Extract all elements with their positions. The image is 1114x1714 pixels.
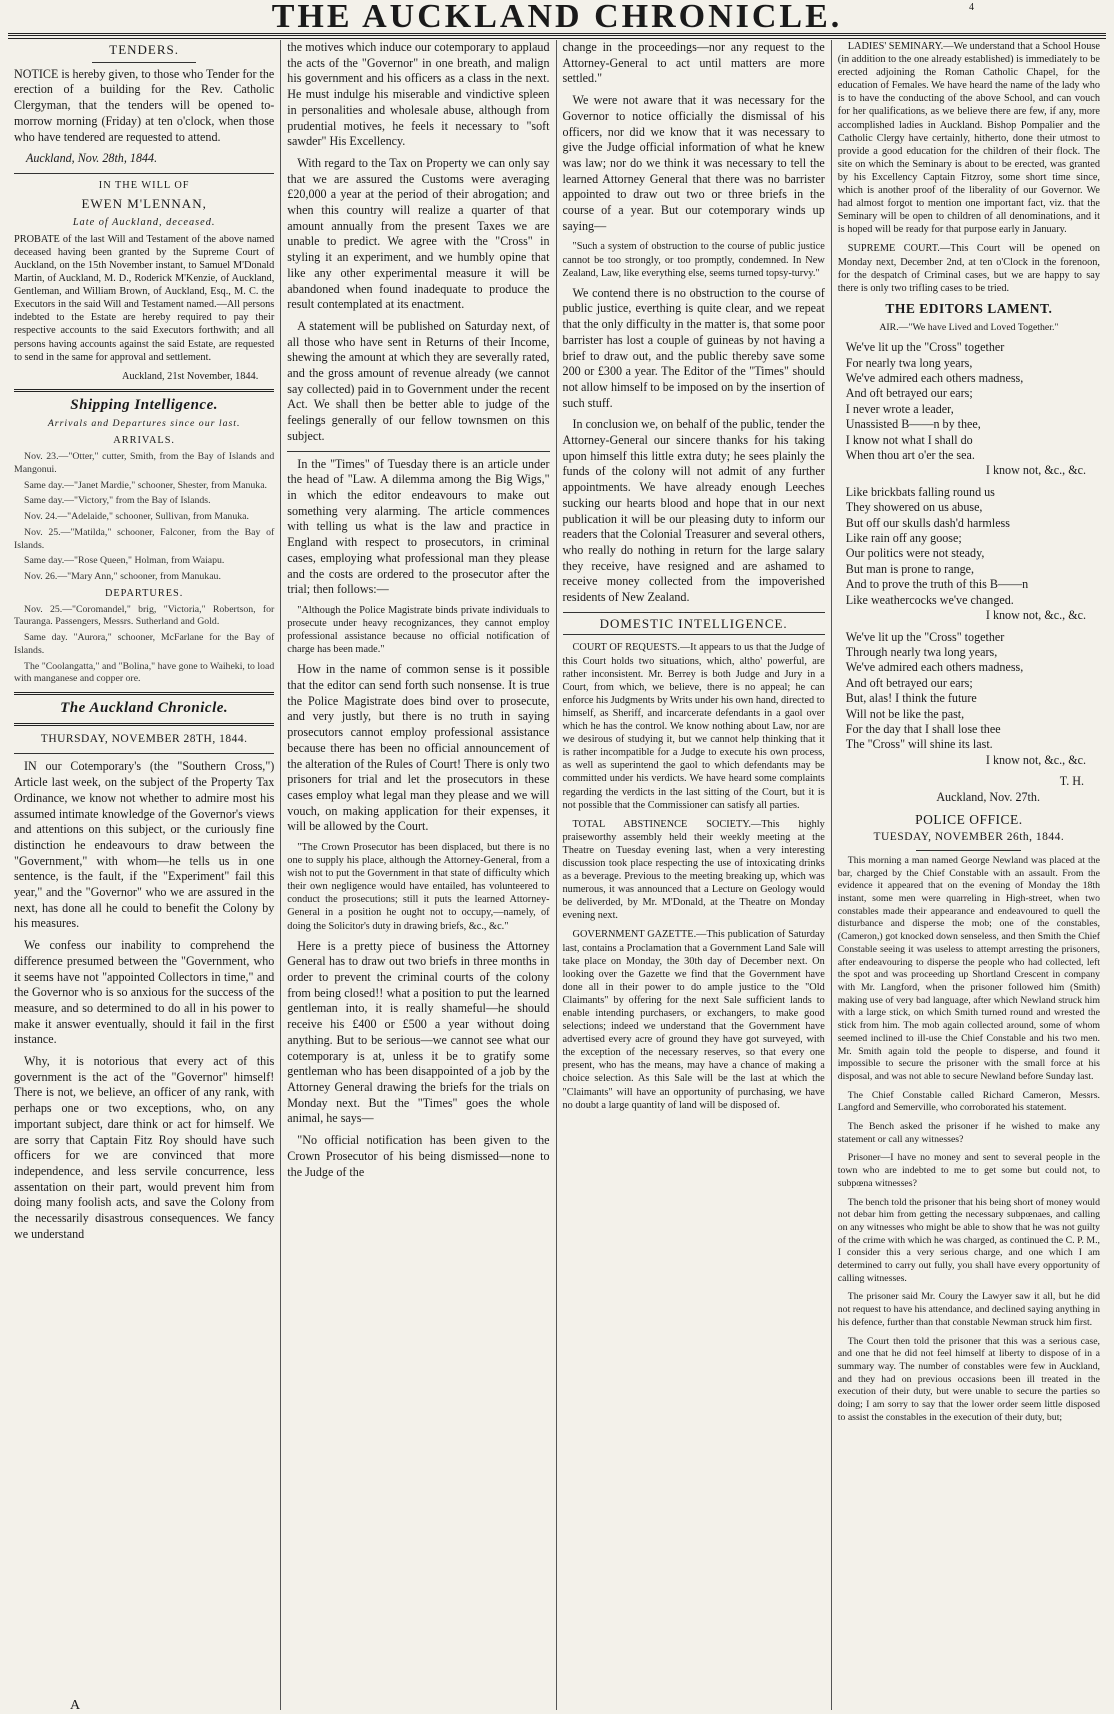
poem-line: Like brickbats falling round us	[845, 484, 995, 499]
poem-line: Unassisted B——n by thee,	[845, 417, 981, 432]
tenders-date: Auckland, Nov. 28th, 1844.	[26, 151, 158, 166]
police-date: TUESDAY, NOVEMBER 26th, 1844.	[873, 831, 1065, 844]
poem-stanza-2	[846, 485, 1100, 624]
list-item: Nov. 25.—"Coromandel," brig, "Victoria," Robertson, for Tauranga. Passengers, Messrs. Sutherland and Gold.	[14, 603, 275, 628]
will-heading-1: IN THE WILL OF	[98, 179, 190, 191]
list-item: Nov. 23.—"Otter," cutter, Smith, from the Bay of Islands and Mangonui.	[14, 451, 275, 476]
poem-line: Through nearly twa long years,	[845, 644, 998, 659]
poem-line: I know not what I shall do	[845, 432, 973, 447]
departures-list	[14, 604, 274, 686]
poem-heading: THE EDITORS LAMENT.	[885, 300, 1053, 316]
double-rule	[14, 723, 274, 726]
article-paragraph: A statement will be published on Saturday next, of all those who have sent in Returns of their Income, shewing the amount at which they are severally rated, and the gross amount of revenue already (we cannot say collected) paid in to Government under the recent Act. We shall then be better able to judge of the feelings generally of our fellow townsmen on this subject.	[287, 318, 550, 443]
article-paragraph: With regard to the Tax on Property we can only say that we are assured the Customs were averaging £20,000 a year at the period of their abrogation; and when this country will realize a quarter of that amount annually from the present Taxes we are unable to predict. We agree with the "Cross" in styling it an experiment, and we humbly opine that like any other experimental measure it will be abandoned when found inadequate to produce the result contemplated at its enactment.	[287, 155, 550, 312]
poem-line: Will not be like the past,	[845, 706, 965, 721]
shipping-subheading: Arrivals and Departures since our last.	[47, 417, 241, 429]
list-item: Same day.—"Janet Mardie," schooner, Shester, from Manuka.	[24, 479, 267, 491]
arrivals-list	[14, 451, 274, 583]
will-heading-2: EWEN M'LENNAN,	[81, 196, 207, 212]
list-item: The "Coolangatta," and "Bolina," have gone to Waiheki, to load with manganese and copper ore.	[14, 660, 275, 685]
list-item: Same day.—"Rose Queen," Holman, from Waiapu.	[24, 555, 225, 567]
editorial-paragraph: Why, it is notorious that every act of this government is the act of the "Governor" himself! There is not, we believe, an officer of any rank, with perhaps one or two exceptions, who, on any important subject, dare think or act for himself. We are sorry that Captain Fitz Roy should have such officers for we are convinced that more independence, and less servile concurrence, less assentation on their part, would prevent him from doing many foolish acts, and save the Colony from the necessarily disastrous consequences. We fancy we understand	[14, 1054, 275, 1241]
list-item: Nov. 26.—"Mary Ann," schooner, from Manukau.	[24, 570, 221, 582]
column-2	[281, 40, 556, 1710]
poem-refrain: I know not, &c., &c.	[985, 608, 1086, 623]
poem-signature: T. H.	[1059, 774, 1084, 789]
quoted-paragraph: "Although the Police Magistrate binds private individuals to prosecute under heavy recognizances, they cannot employ professional assistance because no official notification of charge has been made."	[287, 604, 550, 656]
page-mark: 4	[969, 2, 974, 13]
article-paragraph: We contend there is no obstruction to the course of public justice, everthing is quite clear, and we repeat that the only difficulty in the matter is, that some poor barrister has lost a couple of guineas by not having a brief to draw out, and the public thereby save some 200 or £300 a year. The Editor of the "Times" should not allow himself to be imposed on by the insertion of such stuff.	[562, 285, 825, 410]
poem-line: We've lit up the "Cross" together	[845, 629, 1005, 644]
article-paragraph: "No official notification has been given to the Crown Prosecutor of his being dismissed—none to the Judge of the	[287, 1133, 550, 1179]
rule	[92, 62, 196, 63]
poem-line: Like rain off any goose;	[845, 531, 962, 546]
poem-line: I never wrote a leader,	[845, 401, 954, 416]
rule	[14, 753, 274, 754]
article-paragraph: In conclusion we, on behalf of the public, tender the Attorney-General our sincere thanks for his taking upon himself this little extra duty; he sees plainly the funds of the colony will not admit of any further appointments. We have already enough Leeches sucking our hearts blood and hope that in our next publication it will be our pleasing duty to inform our readers that the Colonial Treasurer and several others, who really do nothing in return for the large salary they receive, have resigned and are ashamed to receive money collected from the impoverished residents of New Zealand.	[562, 417, 825, 605]
domestic-heading: DOMESTIC INTELLIGENCE.	[563, 612, 825, 636]
poem-air: AIR.—"We have Lived and Loved Together."	[879, 322, 1059, 334]
poem-line: For nearly twa long years,	[845, 355, 973, 370]
rule	[916, 850, 1021, 851]
article-paragraph: How in the name of common sense is it possible that the editor can send forth such nonsense. It is true the Police Magistrate does bind over to prosecute, and very justly, but there is no truth in saying prosecutors cannot employ professional assistance because there has been no official announcement of the alteration of the Rules of Court! There is only two prisoners for trial and let the prosecutors in these cases employ what legal man they please and we will vouch, on making application for their expenses, it will be allowed by the Court.	[287, 662, 550, 834]
police-heading: POLICE OFFICE.	[915, 811, 1023, 827]
article-paragraph: Here is a pretty piece of business the Attorney General has to draw out two briefs in three months in order to prevent the criminal courts of the colony from being closed!! what a position to put the learned gentleman into, it is really shameful—he should receive his £400 or £500 a year without doing anything. But to be serious—we cannot see what our cotemporary is at, unless it be to gratify some gentleman who has been disappointed of a job by the Attorney General drawing the briefs for the trials on Monday next. But the "Times" goes the whole animal, he says—	[287, 938, 550, 1126]
poem-line: Like weathercocks we've changed.	[845, 592, 1014, 607]
poem-line: We've lit up the "Cross" together	[845, 340, 1005, 355]
police-paragraph: The Chief Constable called Richard Cameron, Messrs. Langford and Semerville, who corroborated his statement.	[837, 1089, 1100, 1114]
poem-refrain: I know not, &c., &c.	[985, 463, 1086, 478]
poem-line: And oft betrayed our ears;	[845, 675, 973, 690]
list-item: Same day. "Aurora," schooner, McFarlane for the Bay of Islands.	[14, 632, 275, 656]
column-1	[8, 40, 281, 1710]
quoted-paragraph: "The Crown Prosecutor has been displaced, but there is no one to supply his place, although the Attorney-General, from a wish not to put the Government in that state of difficulty which their own negligence would have entailed, has volunteered to conduct the prosecutions; still it puts the learned Attorney-General in a position he ought not to occupy,—namely, of doing the Solicitor's duty in drawing briefs, &c., &c."	[287, 842, 550, 932]
poem-line: But off our skulls dash'd harmless	[845, 515, 1010, 530]
list-item: Nov. 25.—"Matilda," schooner, Falconer, from the Bay of Islands.	[14, 526, 275, 551]
will-notice: PROBATE of the last Will and Testament of the above named deceased having been granted by the Supreme Court of Auckland, on the 15th November instant, to Samuel M'Donald Martin, of Auckland, M. D., Roderick M'Kenzie, of Auckland, Gentleman, and William Brown, of Auckland, Esq., M. C. the Executors in the said Will and Testament named.—All persons indebted to the Estate are hereby required to pay their respective accounts to the said Executors forthwith; and all persons having accounts against the said Estate, are requested to send in the same for approval and settlement.	[14, 233, 275, 363]
double-rule	[14, 389, 274, 392]
arrivals-heading: ARRIVALS.	[113, 435, 176, 447]
poem-stanza-3	[846, 630, 1100, 769]
poem-line: And oft betrayed our ears;	[845, 386, 973, 401]
police-paragraph: This morning a man named George Newland was placed at the bar, charged by the Chief Constable with an assault. From the evidence it appeared that on the evening of Monday the 18th instant, some men were quarreling in High-street, when two constables made their appearance and endeavoured to quell the disturbance and disperse the mob; one of the constables, (Cameron,) got knocked down senseless, and then Smith the Chief Constable seeing it was useless to attempt arresting the prisoners, after endeavouring to disperse the people who had collected, left the spot and was proceeding up Shortland Crescent in company with Mr. Langford, when the prisoner followed him (Smith) making use of very bad language, after which Newland struck him with a large stick, on which Smith turned round and wrested the stick from him. The mob again collected around, some of whom seemed inclined to ill-use the Chief Constable and his two men. Mr. Smith again told the people to disperse, and found it impossible to secure the prisoner with the small force at his disposal, and was not able to secure Newland before Sunday last.	[837, 854, 1100, 1082]
quoted-paragraph: "Such a system of obstruction to the course of public justice cannot be too strongly, or too promptly, condemned. In New Zealand, Law, like everything else, seems turned topsy-turvy."	[562, 241, 825, 279]
poem-line: But man is prone to range,	[845, 561, 975, 576]
supreme-court-item: SUPREME COURT.—This Court will be opened on Monday next, December 2nd, at ten o'Clock in the forenoon, for the despatch of Criminal cases, but we are happy to say there is only two trifling cases to be tried.	[837, 243, 1100, 294]
will-date: Auckland, 21st November, 1844.	[122, 370, 259, 382]
columns	[8, 40, 1106, 1710]
poem-line: The "Cross" will shine its last.	[845, 737, 993, 752]
will-heading-3: Late of Auckland, deceased.	[72, 216, 216, 228]
poem-line: We've admired each others madness,	[845, 660, 1024, 675]
police-paragraph: The bench told the prisoner that his being short of money would not debar him from getting the necessary subpœnaes, and calling on any witnesses who might be able to show that he was not guilty of the crime with which he was charged, as continued the C. P. M., I consider this a very serious charge, and one which I am determined to carry out fully, you shall have every opportunity of calling witnesses.	[837, 1196, 1100, 1284]
departures-heading: DEPARTURES.	[104, 587, 184, 599]
tenders-heading: TENDERS.	[109, 42, 180, 57]
poem-line: They showered on us abuse,	[845, 500, 983, 515]
article-paragraph: the motives which induce our cotemporary to applaud the acts of the "Governor" in one breath, and malign his government and his officers as a class in the next. He must indulge his miserable and vindictive spleen in personalities and wholesale abuse, although from prudential motives, he feels it necessary to "soft sawder" His Excellency.	[287, 40, 550, 149]
tenders-notice: NOTICE is hereby given, to those who Tender for the erection of a building for the Rev. Catholic Clergyman, that the tenders will be opened to-morrow morning (Friday) at ten o'clock, when those who have tendered are requested to attend.	[14, 66, 275, 144]
poem-stanza-1	[846, 340, 1100, 479]
editorial-paragraph: We confess our inability to comprehend the difference presumed between the "Government, who it seems have not "appointed Collectors in time," and the Governor who is so anxious for the success of the measure, and so determined to do all in his power to make it answer eventually, should it fail in the first instance.	[14, 938, 275, 1047]
column-3	[557, 40, 832, 1710]
editorial-paragraph: IN our Cotemporary's (the "Southern Cross,") Article last week, on the subject of the Property Tax Ordinance, we know not whether to admire most his assumed intimate knowledge of the Governor's views and attentions on this subject, or the curiously fine distinction he endeavours to draw between the "Government," with whom—he tells us in one sentence, is the fault, if the "Experiment" fail this year," and the "Governor" who we are assured in the next, has done all he could to benefit the Colony by his measures.	[14, 759, 275, 931]
rule	[287, 451, 549, 452]
news-item: GOVERNMENT GAZETTE.—This publication of Saturday last, contains a Proclamation that a Government Land Sale will take place on Monday, the 30th day of December next. On looking over the Gazette we find that the Government have done all in their power to do ample justice to the "Old Claimants" by offering for the next Sale sufficient lands to enable intending purchasers, or exchangers, to make good selections; indeed we understand that the Government have advertised every acre of ground they have got surveyed, with the exception of the necessary reserves, so that every one present, who has the means, may have a chance of making a choice selection. As this Sale will be the last at which the "Claimants" will have an opportunity of purchasing, we have no doubt a large quantity of land will be disposed of.	[562, 929, 825, 1111]
chronicle-heading: The Auckland Chronicle.	[60, 699, 229, 716]
list-item: Nov. 24.—"Adelaide," schooner, Sullivan, from Manuka.	[24, 511, 249, 523]
poem-line: For the day that I shall lose thee	[845, 721, 1001, 736]
police-paragraph: Prisoner—I have no money and sent to several people in the town who are indebted to me to get some but could not, to subpœna witnesses?	[837, 1152, 1100, 1189]
shipping-heading: Shipping Intelligence.	[70, 396, 218, 413]
news-item: TOTAL ABSTINENCE SOCIETY.—This highly praiseworthy assembly held their weekly meeting at the Theatre on Tuesday evening last, when a very interesting discussion took place respecting the use of intoxicating drinks as a beverage. Previous to the meeting breaking up, which was numerous, it was announced that a Lecture on Geology would be deliverded, by Mr. M'Donald, at the Theatre on Monday evening next.	[562, 818, 825, 922]
double-rule	[14, 692, 274, 695]
article-paragraph: We were not aware that it was necessary for the Governor to notice officially the dismissal of his officers, nor did we know that it was necessary to give the Judge official information of what he knew was law; nor do we think it was necessary to tell the learned Attorney General that there was no barrister appointed to draw out two or three briefs in the course of a year. But our cotemporary winds up saying—	[562, 93, 825, 233]
list-item: Same day.—"Victory," from the Bay of Islands.	[24, 495, 211, 507]
poem-line: And to prove the truth of this B——n	[845, 577, 1029, 592]
poem-refrain: I know not, &c., &c.	[985, 752, 1086, 767]
masthead-title: THE AUCKLAND CHRONICLE.	[271, 0, 843, 35]
police-paragraph: The Bench asked the prisoner if he wished to make any statement or call any witnesses?	[837, 1121, 1100, 1145]
police-paragraph: The prisoner said Mr. Coury the Lawyer saw it all, but he did not request to have his attendance, and declined saying anything in his defence, further than that constable Newman struck him first.	[837, 1291, 1100, 1328]
article-paragraph: In the "Times" of Tuesday there is an article under the head of "Law. A dilemma among the Big Wigs," in which the editor endeavours to make out something very alarming. The article commences with telling us what is the law and practice in England with respect to prosecutors, in criminal cases, employing what professional man they please and the costs are ordered to the prosecutor after the trial; then follows:—	[287, 456, 550, 597]
poem-line: When thou art o'er the sea.	[845, 448, 975, 463]
article-paragraph: change in the proceedings—nor any request to the Attorney-General to act until matters are more settled."	[562, 40, 825, 86]
rule	[14, 173, 274, 174]
poem-line: But, alas! I think the future	[845, 691, 977, 706]
poem-date: Auckland, Nov. 27th.	[936, 789, 1040, 804]
news-item: COURT OF REQUESTS.—It appears to us that the Judge of this Court holds two situations, which, altho' powerful, are rather inconsistent. Mr. Berrey is both Judge and Jury in a Court, from which, we believe, there is no appeal; he can enforce his Judgments by Writs under his own hand, directed to himself, as Sheriff, and incarcerate defendants in a gaol over which he has the control. We know nothing about Law, nor are we desirous of studying it, but we cannot help thinking that it is rather incompatible for a Judge to execute his own process, as well as superintend the gaol to which defendants may be committed under his verdicts. We have heard some complaints regarding the verdicts in the last sitting of the Court, but it is not possible that the Commissioner can satisfy all parties.	[562, 642, 825, 811]
bottom-mark: A	[70, 1698, 81, 1713]
seminary-item: LADIES' SEMINARY.—We understand that a School House (in addition to the one already established) is immediately to be erected adjoining the Roman Catholic Chapel, for the education of Females. We have heard the name of the lady who is to have the conducting of the above School, and can vouch for her qualifications, as we believe there are few, if any, more accomplished ladies in Auckland. Bishop Pompalier and the Catholic Clergy have certainly, hitherto, done their utmost to provide a good education for the children of their flock. The site on which the Seminary is about to be erected, was granted by his Excellency Captain Fitzroy, some short time since, which is another proof of the liberality of our Governor. We had almost forgot to mention one important fact, viz. that the Seminary will be open to children of all denominations, and it is hoped will be ready for that purpose early in January.	[837, 41, 1100, 236]
chronicle-date: THURSDAY, NOVEMBER 28TH, 1844.	[40, 732, 248, 745]
poem-line: We've admired each others madness,	[845, 371, 1024, 385]
poem-line: Our politics were not steady,	[845, 546, 985, 561]
police-paragraph: The Court then told the prisoner that this was a serious case, and one that he did not feel himself at liberty to dispose of in a summary way. The number of constables were few in Auckland, and they had on previous occasions been ill treated in the execution of their duty, but were unable to secure the parties so doing; I am sorry to say that the lower order seem little disposed to assist the constables in the execution of their duty, but;	[837, 1335, 1100, 1423]
column-4	[832, 40, 1106, 1710]
